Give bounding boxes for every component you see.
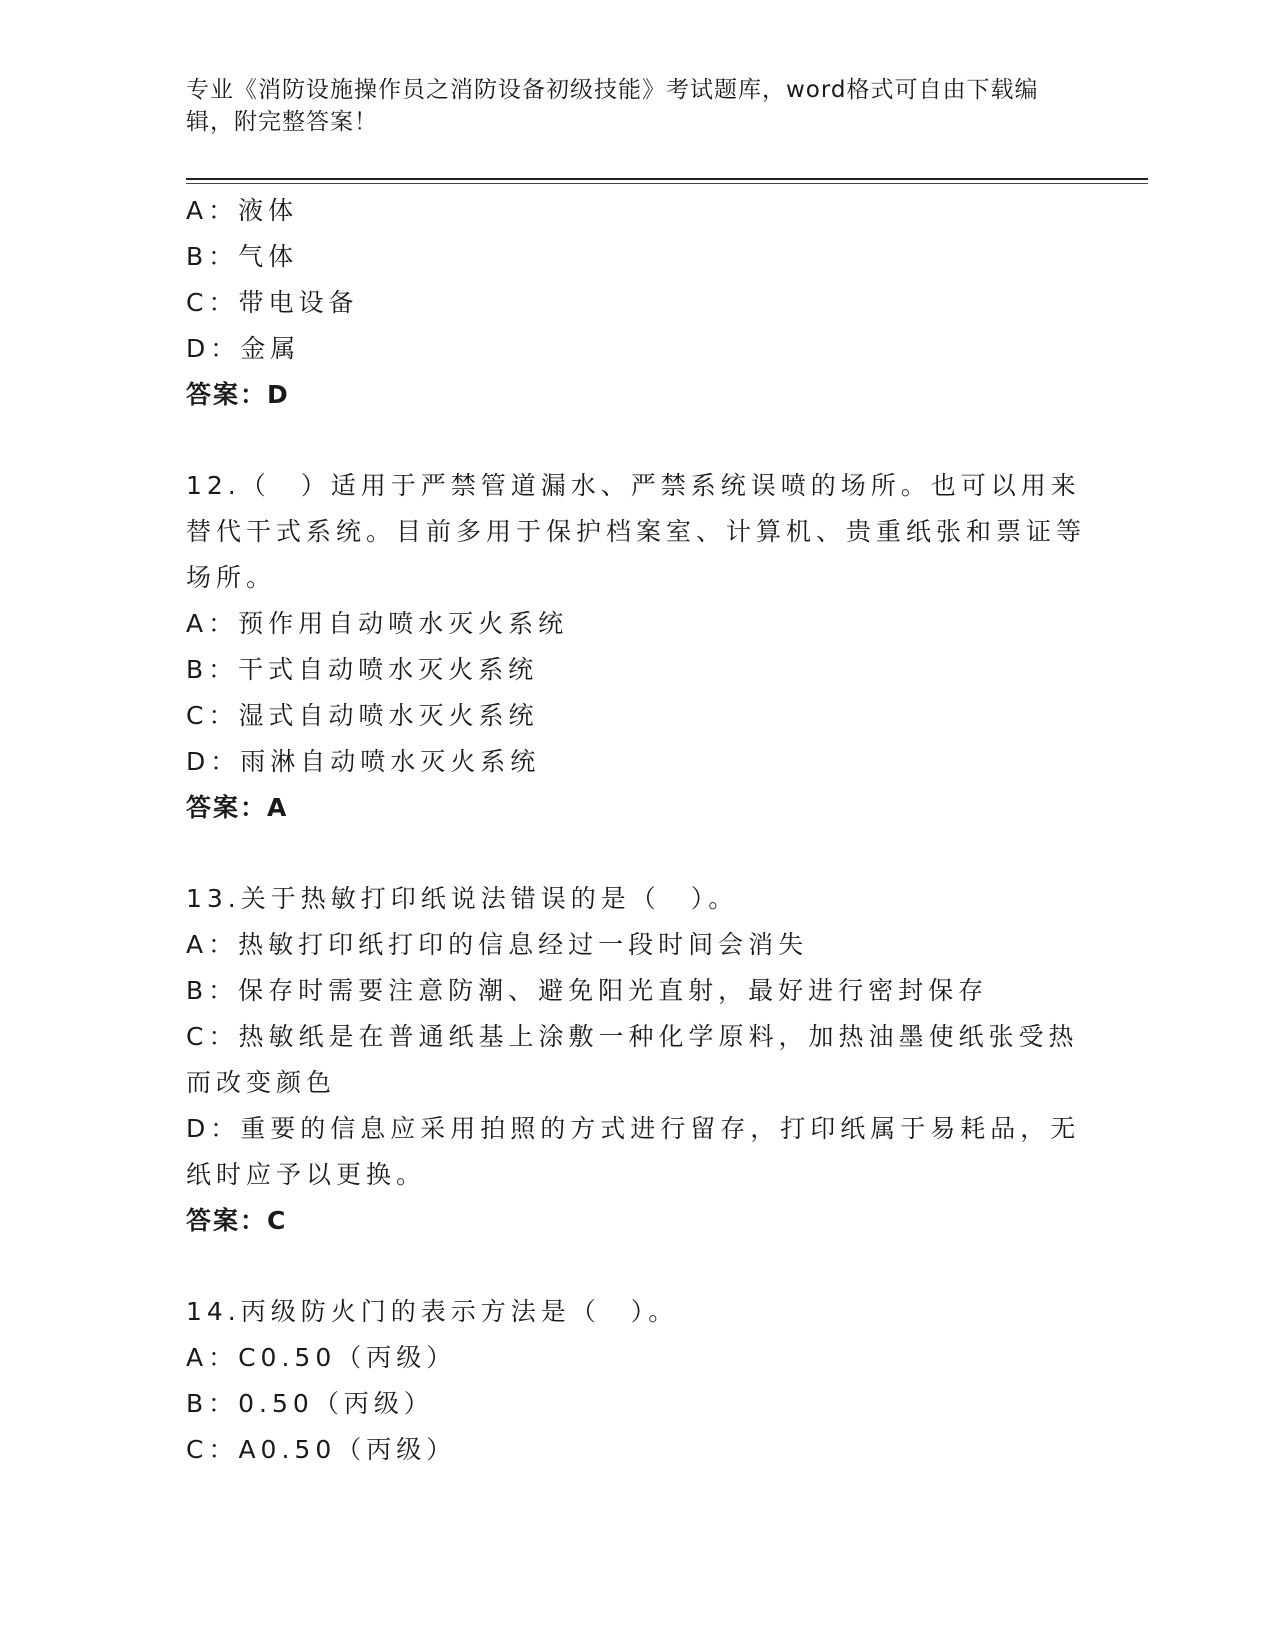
option-c: C：热敏纸是在普通纸基上涂敷一种化学原料，加热油墨使纸张受热而改变颜色 xyxy=(186,1022,1079,1097)
question-block-11 xyxy=(186,188,1086,418)
question-text: 14.丙级防火门的表示方法是（ ）。 xyxy=(186,1297,679,1326)
question-block-12 xyxy=(186,463,1086,831)
document-header xyxy=(186,74,1086,138)
answer-line: 答案：D xyxy=(186,380,290,409)
option-a: A：预作用自动喷水灭火系统 xyxy=(186,609,569,638)
header-rule-thick xyxy=(186,178,1148,180)
option-b: B：干式自动喷水灭火系统 xyxy=(186,655,539,684)
header-title: 专业《消防设施操作员之消防设备初级技能》考试题库，word格式可自由下载编辑，附完整答案！ xyxy=(186,77,1039,135)
answer-line: 答案：C xyxy=(186,1206,288,1235)
option-a: A：C0.50（丙级） xyxy=(186,1343,457,1372)
option-b: B：气体 xyxy=(186,242,299,271)
option-c: C：带电设备 xyxy=(186,288,359,317)
question-block-13 xyxy=(186,876,1086,1244)
answer-line: 答案：A xyxy=(186,793,289,822)
header-rule-thin xyxy=(186,183,1148,184)
option-d: D：重要的信息应采用拍照的方式进行留存，打印纸属于易耗品，无纸时应予以更换。 xyxy=(186,1114,1081,1189)
option-d: D：雨淋自动喷水灭火系统 xyxy=(186,747,541,776)
question-text: 12.（ ）适用于严禁管道漏水、严禁系统误喷的场所。也可以用来替代干式系统。目前多用于保护档案室、计算机、贵重纸张和票证等场所。 xyxy=(186,471,1087,592)
option-b: B：0.50（丙级） xyxy=(186,1389,434,1418)
option-a: A：液体 xyxy=(186,196,299,225)
option-c: C：湿式自动喷水灭火系统 xyxy=(186,701,539,730)
question-text: 13.关于热敏打印纸说法错误的是（ ）。 xyxy=(186,884,739,913)
option-d: D：金属 xyxy=(186,334,301,363)
question-list xyxy=(186,188,1086,1473)
option-b: B：保存时需要注意防潮、避免阳光直射，最好进行密封保存 xyxy=(186,976,989,1005)
option-a: A：热敏打印纸打印的信息经过一段时间会消失 xyxy=(186,930,809,959)
question-block-14 xyxy=(186,1289,1086,1473)
option-c: C：A0.50（丙级） xyxy=(186,1435,457,1464)
